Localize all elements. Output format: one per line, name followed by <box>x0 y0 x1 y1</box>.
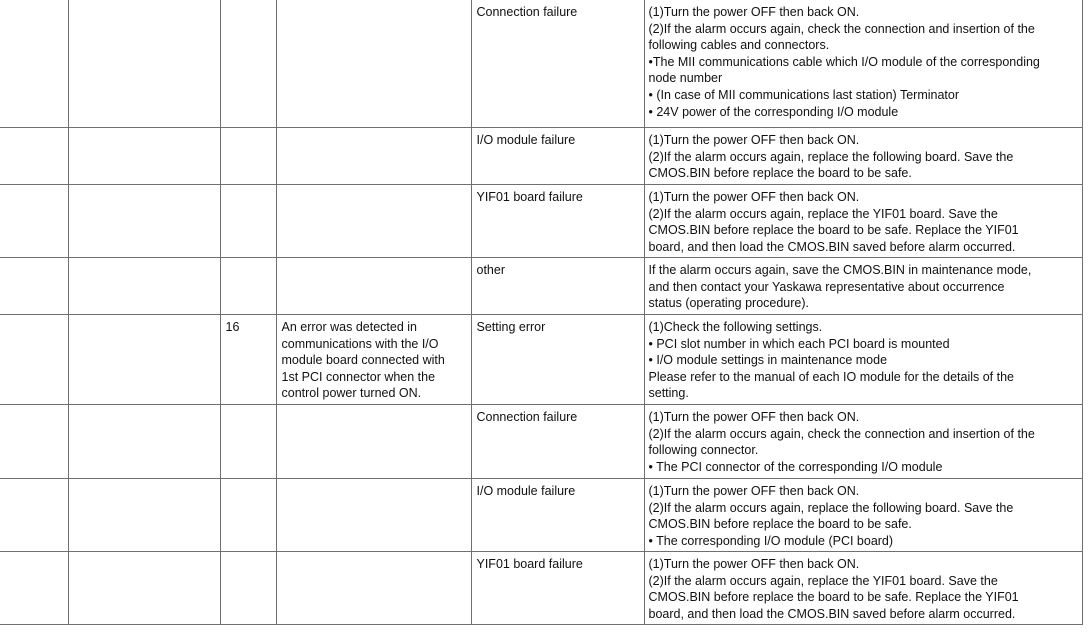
remedy-cell <box>644 128 1082 185</box>
remedy-line: node number <box>648 71 723 86</box>
table-row <box>0 405 1082 479</box>
table-row <box>0 128 1082 185</box>
remedy-cell <box>644 405 1082 479</box>
alarm-name-cell <box>68 185 220 258</box>
alarm-name-cell <box>68 552 220 625</box>
remedy-line: (1)Turn the power OFF then back ON. <box>648 557 860 571</box>
subcode-cell <box>220 405 276 479</box>
alarm-number-cell <box>0 552 68 625</box>
remedy-cell <box>644 552 1082 625</box>
cause-cell: Setting error <box>471 315 644 405</box>
description-cell <box>276 405 471 479</box>
subcode-cell <box>220 0 276 128</box>
remedy-line: (2)If the alarm occurs again, replace the YIF01 board. Save the <box>648 573 998 588</box>
remedy-line: CMOS.BIN before replace the board to be safe. <box>648 166 912 181</box>
alarm-name-cell <box>68 258 220 315</box>
subcode-cell <box>220 128 276 185</box>
remedy-line: • PCI slot number in which each PCI board is mounted <box>648 336 950 351</box>
description-line: An error was detected in <box>281 320 417 334</box>
cause-cell: YIF01 board failure <box>471 185 644 258</box>
description-cell <box>276 552 471 625</box>
remedy-line: (1)Check the following settings. <box>648 320 823 334</box>
subcode-cell <box>220 185 276 258</box>
remedy-line: following cables and connectors. <box>648 38 830 53</box>
remedy-line: (2)If the alarm occurs again, check the connection and insertion of the <box>648 21 1035 36</box>
remedy-line: CMOS.BIN before replace the board to be safe. <box>648 517 912 532</box>
table-row <box>0 552 1082 625</box>
remedy-line: • The corresponding I/O module (PCI board) <box>648 533 894 548</box>
cause-cell: Connection failure <box>471 0 644 128</box>
description-line: control power turned ON. <box>281 386 422 401</box>
table-row <box>0 479 1082 552</box>
remedy-line: CMOS.BIN before replace the board to be safe. Replace the YIF01 <box>648 223 1019 238</box>
alarm-name-cell <box>68 128 220 185</box>
alarm-number-cell <box>0 258 68 315</box>
remedy-line: • (In case of MII communications last station) Terminator <box>648 87 960 102</box>
cause-cell: I/O module failure <box>471 479 644 552</box>
remedy-line: (2)If the alarm occurs again, replace the following board. Save the <box>648 149 1014 164</box>
remedy-line: (2)If the alarm occurs again, replace the following board. Save the <box>648 500 1014 515</box>
alarm-number-cell <box>0 185 68 258</box>
table-row <box>0 315 1082 405</box>
remedy-cell <box>644 315 1082 405</box>
alarm-number-cell <box>0 0 68 128</box>
cause-cell: Connection failure <box>471 405 644 479</box>
remedy-cell <box>644 479 1082 552</box>
alarm-number-cell <box>0 479 68 552</box>
description-line: module board connected with <box>281 353 445 368</box>
description-line: communications with the I/O <box>281 336 439 351</box>
remedy-line: Please refer to the manual of each IO module for the details of the <box>648 369 1014 384</box>
remedy-line: (1)Turn the power OFF then back ON. <box>648 190 860 204</box>
remedy-line: setting. <box>648 386 689 401</box>
remedy-line: (1)Turn the power OFF then back ON. <box>648 410 860 424</box>
subcode-cell <box>220 552 276 625</box>
remedy-cell <box>644 0 1082 128</box>
description-cell <box>276 185 471 258</box>
remedy-line: (1)Turn the power OFF then back ON. <box>648 133 860 147</box>
alarm-number-cell <box>0 405 68 479</box>
remedy-line: (1)Turn the power OFF then back ON. <box>648 484 860 498</box>
alarm-number-cell <box>0 315 68 405</box>
description-cell <box>276 0 471 128</box>
alarm-name-cell <box>68 315 220 405</box>
remedy-line: and then contact your Yaskawa representative about occurrence <box>648 279 1005 294</box>
remedy-line: • I/O module settings in maintenance mode <box>648 353 888 368</box>
alarm-number-cell <box>0 128 68 185</box>
remedy-line: If the alarm occurs again, save the CMOS.BIN in maintenance mode, <box>648 263 1032 277</box>
description-cell <box>276 128 471 185</box>
remedy-line: CMOS.BIN before replace the board to be safe. Replace the YIF01 <box>648 590 1019 605</box>
remedy-line: (2)If the alarm occurs again, check the connection and insertion of the <box>648 426 1035 441</box>
description-cell <box>276 315 471 405</box>
remedy-line: board, and then load the CMOS.BIN saved before alarm occurred. <box>648 239 1016 254</box>
remedy-line: following connector. <box>648 443 759 458</box>
alarm-name-cell <box>68 405 220 479</box>
remedy-cell <box>644 258 1082 315</box>
alarm-name-cell <box>68 0 220 128</box>
description-line: 1st PCI connector when the <box>281 369 436 384</box>
description-cell <box>276 258 471 315</box>
description-cell <box>276 479 471 552</box>
table-row <box>0 258 1082 315</box>
alarm-name-cell <box>68 479 220 552</box>
cause-cell: YIF01 board failure <box>471 552 644 625</box>
table-row <box>0 185 1082 258</box>
remedy-line: (2)If the alarm occurs again, replace the YIF01 board. Save the <box>648 206 998 221</box>
remedy-line: board, and then load the CMOS.BIN saved before alarm occurred. <box>648 606 1016 621</box>
remedy-line: • 24V power of the corresponding I/O module <box>648 104 899 119</box>
subcode-cell: 16 <box>220 315 276 405</box>
cause-cell: other <box>471 258 644 315</box>
remedy-line: •The MII communications cable which I/O module of the corresponding <box>648 54 1040 69</box>
cause-cell: I/O module failure <box>471 128 644 185</box>
remedy-line: • The PCI connector of the corresponding I/O module <box>648 459 943 474</box>
subcode-cell <box>220 258 276 315</box>
remedy-line: status (operating procedure). <box>648 296 810 311</box>
subcode-cell <box>220 479 276 552</box>
table-row <box>0 0 1082 128</box>
remedy-cell <box>644 185 1082 258</box>
remedy-line: (1)Turn the power OFF then back ON. <box>648 5 860 19</box>
